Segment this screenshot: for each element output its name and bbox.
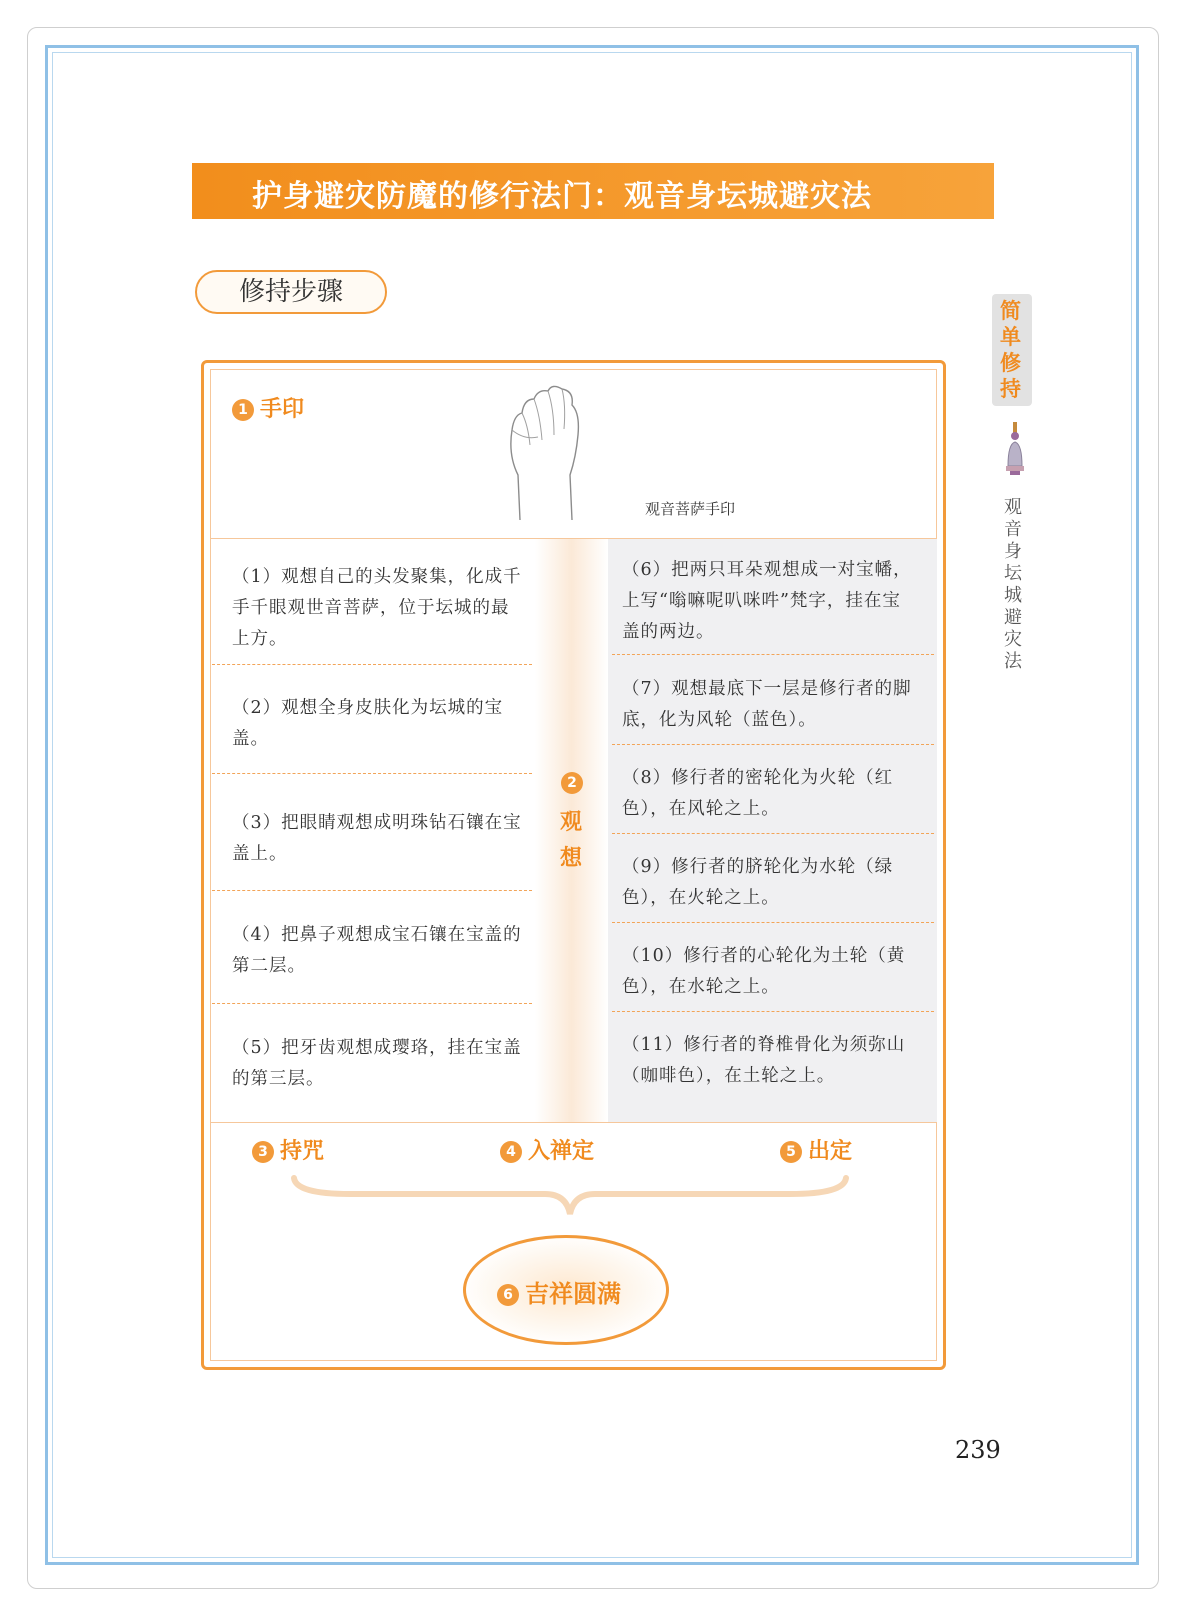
divider xyxy=(210,1122,937,1123)
page-number: 239 xyxy=(955,1436,1001,1464)
step-number-badge: 1 xyxy=(232,399,254,421)
dashed-divider xyxy=(212,773,532,774)
section-mudra-label: 手印 xyxy=(260,397,305,422)
final-step-label: 吉祥圆满 xyxy=(525,1280,621,1308)
dashed-divider xyxy=(612,922,934,923)
dashed-divider xyxy=(612,833,934,834)
final-step xyxy=(497,1274,621,1309)
dashed-divider xyxy=(612,654,934,655)
steps-heading: 修持步骤 xyxy=(195,270,387,314)
section-visualize-number xyxy=(561,772,589,794)
step-item: （9）修行者的脐轮化为水轮（绿色），在火轮之上。 xyxy=(622,857,894,908)
step-meditation xyxy=(500,1134,594,1165)
step-number-badge: 6 xyxy=(497,1284,519,1306)
step-item: （6）把两只耳朵观想成一对宝幡，上写“嗡嘛呢叭咪吽”梵字，挂在宝盖的两边。 xyxy=(622,560,912,642)
step-chant-label: 持咒 xyxy=(280,1139,325,1164)
side-tab xyxy=(992,294,1032,406)
page-title: 护身避灾防魔的修行法门：观音身坛城避灾法 xyxy=(252,179,872,214)
step-number-badge: 2 xyxy=(561,772,583,794)
side-vertical-title: 观音身坛城避灾法 xyxy=(1004,497,1022,672)
step-item: （5）把牙齿观想成璎珞，挂在宝盖的第三层。 xyxy=(232,1038,522,1089)
step-exit xyxy=(780,1134,852,1165)
section-mudra-heading xyxy=(232,392,304,423)
hand-mudra-illustration xyxy=(500,385,610,525)
brace-connector xyxy=(290,1172,850,1218)
step-item: （4）把鼻子观想成宝石镶在宝盖的第二层。 xyxy=(232,925,522,976)
step-item: （2）观想全身皮肤化为坛城的宝盖。 xyxy=(232,698,504,749)
step-item: （11）修行者的脊椎骨化为须弥山（咖啡色），在土轮之上。 xyxy=(622,1035,906,1086)
dashed-divider xyxy=(212,664,532,665)
step-number-badge: 3 xyxy=(252,1141,274,1163)
step-item: （3）把眼睛观想成明珠钻石镶在宝盖上。 xyxy=(232,813,522,864)
mudra-caption: 观音菩萨手印 xyxy=(645,500,736,518)
step-meditation-label: 入禅定 xyxy=(528,1139,595,1164)
step-chant xyxy=(252,1134,324,1165)
step-item: （7）观想最底下一层是修行者的脚底，化为风轮（蓝色）。 xyxy=(622,679,912,730)
step-number-badge: 4 xyxy=(500,1141,522,1163)
dashed-divider xyxy=(212,1003,532,1004)
step-item: （10）修行者的心轮化为土轮（黄色），在水轮之上。 xyxy=(622,946,906,997)
step-item: （8）修行者的密轮化为火轮（红色），在风轮之上。 xyxy=(622,768,894,819)
step-exit-label: 出定 xyxy=(808,1139,853,1164)
step-item: （1）观想自己的头发聚集，化成千手千眼观世音菩萨，位于坛城的最上方。 xyxy=(232,567,522,649)
title-banner xyxy=(192,163,994,219)
side-tab-label: 简单修持 xyxy=(1000,299,1021,401)
section-visualize-label: 观想 xyxy=(560,810,583,871)
vajra-bell-icon xyxy=(1004,422,1026,478)
dashed-divider xyxy=(612,744,934,745)
step-number-badge: 5 xyxy=(780,1141,802,1163)
dashed-divider xyxy=(612,1011,934,1012)
dashed-divider xyxy=(212,890,532,891)
